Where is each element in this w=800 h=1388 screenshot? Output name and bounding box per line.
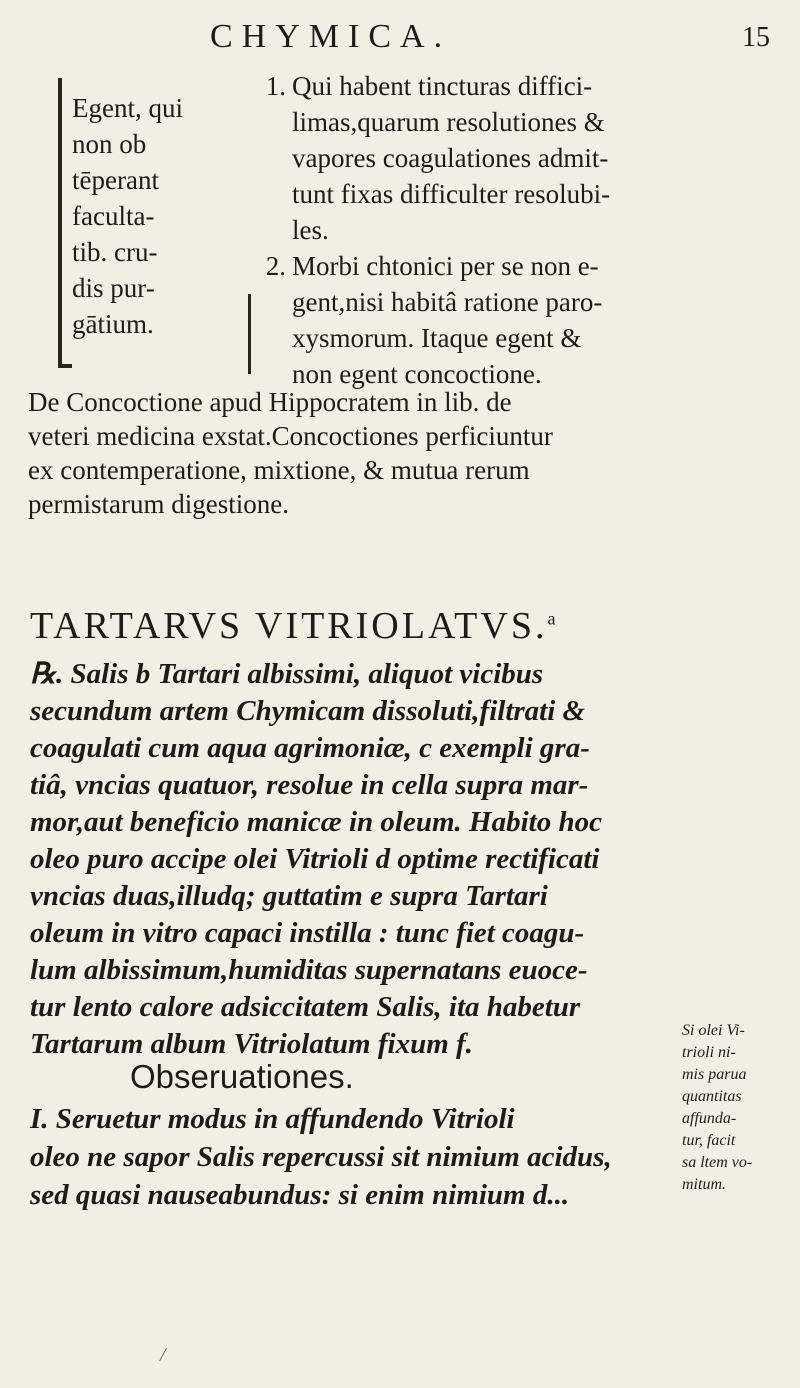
heading-text: TARTARVS VITRIOLATVS. [30,605,548,647]
bracket-item-line [246,248,776,284]
running-title: CHYMICA. [210,18,452,55]
margin-line: affunda- [682,1110,737,1127]
paragraph-line: veteri medicina exstat.Concoctiones perficiuntur [28,421,553,451]
recipe-line: Tartarum album Vitriolatum fixum f. [30,1028,473,1060]
bracket-left-line: tēperant [72,165,159,195]
recipe-line: secundum artem Chymicam dissoluti,filtrati & [30,695,586,727]
bracket-item-line: gent,nisi habitâ ratione paro- [292,287,603,317]
bracket-left-line: tib. cru- [72,237,158,267]
section-heading [30,604,558,648]
item-text: Morbi chtonici per se non e- [292,251,599,281]
recipe-line: lum albissimum,humiditas supernatans euoce- [30,954,588,986]
heading-note-mark: a [547,608,559,629]
bracket-table [40,64,770,394]
bottom-mark: / [160,1344,166,1366]
recipe-line: vncias duas,illudq; guttatim e supra Tartari [30,880,548,912]
bracket-item-line: non egent concoctione. [292,359,542,389]
margin-line: quantitas [682,1088,742,1105]
recipe-line: oleo puro accipe olei Vitrioli d optime rectificati [30,843,600,875]
bracket-left-line: gātium. [72,309,154,339]
bracket-left-line: faculta- [72,201,155,231]
observation-line: I. Seruetur modus in affundendo Vitrioli [30,1103,515,1135]
paragraph-line: permistarum digestione. [28,489,289,519]
bracket-items [246,68,776,392]
recipe-line: oleum in vitro capaci instilla : tunc fiet coagu- [30,917,585,949]
recipe-line: ℞. Salis b Tartari albissimi, aliquot vicibus [30,658,544,690]
outer-bracket-line [58,78,62,368]
outer-bracket-foot [58,364,72,368]
bracket-item-line: limas,quarum resolutiones & [292,107,605,137]
paragraph-line: De Concoctione apud Hippocratem in lib. de [28,387,512,417]
bracket-left-line: Egent, qui [72,93,183,123]
observations-heading: Obseruationes. [130,1058,354,1095]
bracket-left-line: dis pur- [72,273,155,303]
bracket-item-line: les. [292,215,329,245]
recipe-line: mor,aut beneficio manicæ in oleum. Habito hoc [30,806,602,838]
bracket-left-column [72,90,232,342]
margin-line: trioli ni- [682,1044,736,1061]
bracket-item-line: vapores coagulationes admit- [292,143,609,173]
item-text: Qui habent tincturas diffici- [292,71,593,101]
recipe-line: tur lento calore adsiccitatem Salis, ita habetur [30,991,581,1023]
bracket-item-line: xysmorum. Itaque egent & [292,323,582,353]
margin-line: tur, facit [682,1132,736,1149]
recipe-line: coagulati cum aqua agrimoniæ, c exempli gra- [30,732,590,764]
page-number: 15 [742,22,770,53]
running-head [210,18,770,58]
margin-line: Si olei Vi- [682,1022,745,1039]
marginal-note [682,1020,792,1196]
observations-text [30,1100,730,1214]
recipe-line: tiâ, vncias quatuor, resolue in cella supra mar- [30,769,589,801]
bracket-left-line: non ob [72,129,147,159]
margin-line: sa ltem vo- [682,1154,753,1171]
recipe-text [30,656,730,1063]
item-number: 1. [265,71,286,101]
margin-line: mitum. [682,1176,726,1193]
body-paragraph [28,385,778,521]
observation-line: sed quasi nauseabundus: si enim nimium d... [30,1179,570,1211]
margin-line: mis parua [682,1066,747,1083]
bracket-item-line: tunt fixas difficulter resolubi- [292,179,611,209]
observation-line: oleo ne sapor Salis repercussi sit nimium acidus, [30,1141,612,1173]
bracket-item-line [246,68,776,104]
item-number: 2. [265,251,286,281]
paragraph-line: ex contemperatione, mixtione, & mutua rerum [28,455,530,485]
